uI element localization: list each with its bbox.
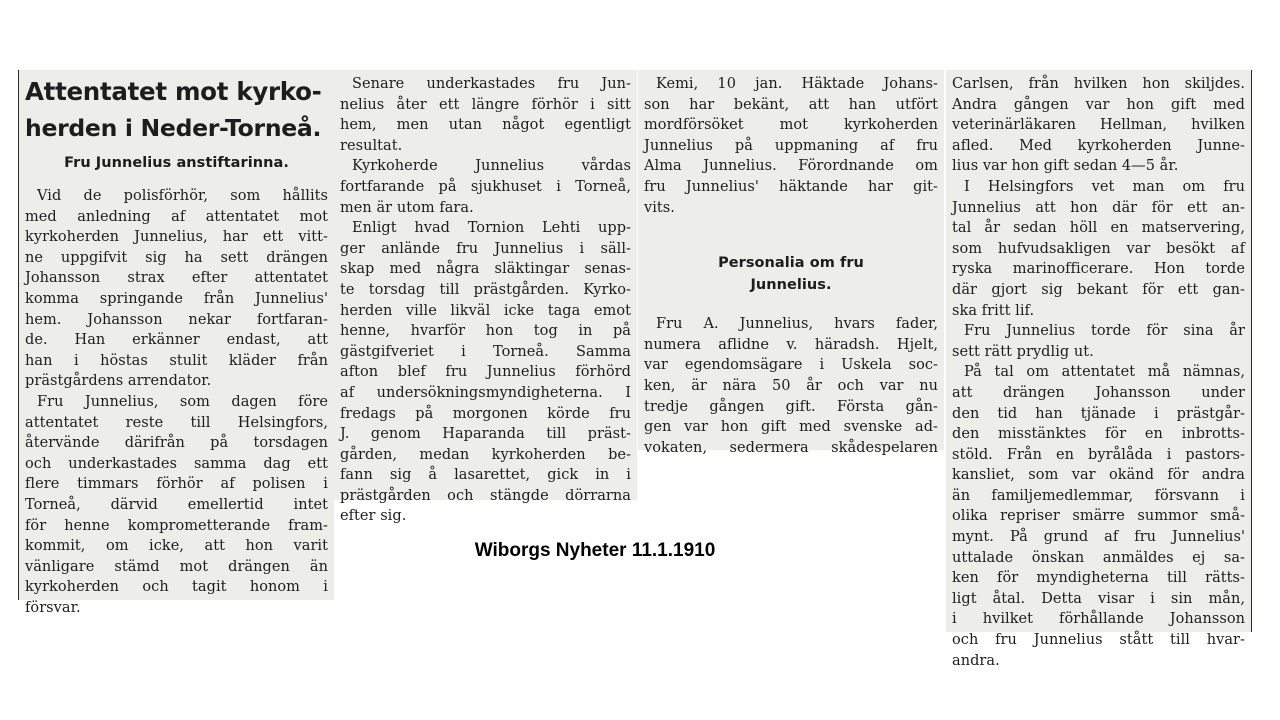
text-line: mordförsöket mot kyrkoherden [644, 117, 938, 134]
text-line: skap med några släktingar senas- [340, 261, 631, 278]
text-line: kansliet, som var okänd för andra [952, 467, 1245, 484]
text-line: kyrkoherden Junnelius, har ett vitt- [25, 229, 328, 246]
text-line: attentatet reste till Helsingfors, [25, 414, 328, 431]
text-line: återvände därifrån på torsdagen [25, 435, 328, 452]
text-line: men är utom fara. [340, 199, 474, 216]
text-line: I Helsingfors vet man om fru [964, 178, 1245, 195]
text-line: vits. [644, 199, 675, 216]
text-line: gästgifveriet i Torneå. Samma [340, 343, 631, 360]
text-line: Senare underkastades fru Jun- [352, 76, 631, 92]
text-line: son har bekänt, att han utfört [644, 96, 938, 113]
text-line: lius var hon gift sedan 4—5 år. [952, 158, 1179, 175]
text-line: Fru Junnelius torde för sina år [964, 323, 1245, 340]
text-line: olika repriser smärre summor små- [952, 508, 1245, 525]
text-line: numera aflidne v. häradsh. Hjelt, [644, 336, 938, 353]
text-line: tal år sedan höll en matservering, [952, 220, 1245, 237]
section-heading-line-2: Junnelius. [750, 277, 832, 294]
text-line: efter sig. [340, 508, 407, 525]
text-line: fru Junnelius' häktande har git- [644, 178, 938, 195]
article-title-line-1: Attentatet mot kyrko- [25, 77, 322, 106]
article-subtitle: Fru Junnelius anstiftarinna. [64, 155, 289, 171]
text-line: Enligt hvad Tornion Lehti upp- [352, 220, 631, 237]
text-line: vokaten, sedermera skådespelaren [644, 439, 938, 456]
text-line: och fru Junnelius stått till hvar- [952, 632, 1245, 649]
text-line: fredags på morgonen körde fru [340, 405, 631, 422]
clipping-column-2 [334, 70, 637, 525]
clipping-column-4 [946, 70, 1252, 669]
clipping-column-3 [638, 70, 944, 456]
text-line: flere timmars förhör af polisen i [25, 476, 328, 493]
text-line: kyrkoherden och tagit honom i [25, 579, 328, 596]
text-line: resultat. [340, 137, 403, 154]
text-line: Torneå, därvid emellertid intet [25, 496, 328, 513]
section-heading-line-1: Personalia om fru [718, 255, 864, 272]
text-line: för henne komprometterande fram- [25, 517, 328, 534]
text-line: ligt åtal. Detta visar i sin mån, [952, 590, 1245, 607]
text-line: gården, medan kyrkoherden be- [340, 446, 631, 463]
text-line: Carlsen, från hvilken hon skiljdes. [952, 76, 1245, 92]
text-line: af undersökningsmyndigheterna. I [340, 384, 631, 401]
text-line: än familjemedlemmar, försvann i [952, 487, 1245, 504]
text-line: stöld. Från en byrålåda i pastors- [952, 446, 1245, 463]
text-line: gen var hon gift med svenske ad- [644, 419, 938, 436]
text-line: Vid de polisförhör, som hållits [37, 188, 328, 204]
text-line: kommit, om icke, att hon varit [25, 538, 328, 555]
text-line: och underkastades samma dag ett [25, 455, 328, 472]
text-line: var egendomsägare i Uskela soc- [644, 357, 938, 374]
text-line: den misstänktes för en inbrotts- [952, 426, 1245, 443]
text-line: prästgårdens arrendator. [25, 373, 212, 390]
text-line: Kemi, 10 jan. Häktade Johans- [656, 76, 938, 92]
article-title-line-2: herden i Neder-Torneå. [25, 114, 322, 142]
text-line: Kyrkoherde Junnelius vårdas [352, 158, 631, 175]
text-line: komma springande från Junnelius' [25, 290, 328, 307]
text-line: Fru A. Junnelius, hvars fader, [656, 316, 938, 333]
source-caption: Wiborgs Nyheter 11.1.1910 [474, 540, 716, 561]
text-line: Junnelius att hon där för ett an- [952, 199, 1245, 216]
spacer [644, 218, 938, 252]
text-line: tredje gången gift. Första gån- [644, 398, 938, 415]
text-line: ryska marinofficerare. Hon torde [952, 261, 1245, 278]
text-line: På tal om attentatet må nämnas, [964, 364, 1245, 381]
text-line: ska fritt lif. [952, 302, 1035, 319]
text-line: afled. Med kyrkoherden Junne- [952, 137, 1245, 154]
text-line: nelius åter ett längre förhör i sitt [340, 96, 631, 113]
text-line: ger anlände fru Junnelius i säll- [340, 240, 631, 257]
text-line: med anledning af attentatet mot [25, 208, 328, 225]
text-line: veterinärläkaren Hellman, hvilken [952, 117, 1245, 134]
text-line: uttalade önskan anmäldes ej sa- [952, 549, 1245, 566]
text-line: Johansson strax efter attentatet [25, 270, 328, 287]
text-line: ken för myndigheterna till rätts- [952, 570, 1245, 587]
text-line: som hufvudsakligen var besökt af [952, 240, 1245, 257]
clipping-column-1 [18, 70, 334, 616]
text-line: prästgården och stängde dörrarna [340, 487, 631, 504]
text-line: där gjort sig bekant för ett gan- [952, 281, 1245, 298]
text-line: ken, är nära 50 år och var nu [644, 377, 938, 394]
text-line: Andra gången var hon gift med [952, 96, 1245, 113]
text-line: herden ville likväl icke taga emot [340, 302, 631, 319]
text-line: te torsdag till prästgården. Kyrko- [340, 281, 631, 298]
text-line: de. Han erkänner endast, att [25, 332, 328, 349]
text-line: hem. Johansson nekar fortfaran- [25, 311, 328, 328]
text-line: att drängen Johansson under [952, 384, 1245, 401]
text-line: Junnelius på uppmaning af fru [644, 137, 938, 154]
text-line: mynt. På grund af fru Junnelius' [952, 529, 1245, 546]
text-line: Alma Junnelius. Förordnande om [644, 158, 938, 175]
text-line: fann sig å lasarettet, gick in i [340, 467, 631, 484]
text-line: J. genom Haparanda till präst- [340, 426, 631, 443]
text-line: afton blef fru Junnelius förhörd [340, 364, 631, 381]
text-line: i hvilket förhållande Johansson [952, 611, 1245, 628]
text-line: hem, men utan något egentligt [340, 117, 631, 134]
text-line: ne uppgifvit sig ha sett drängen [25, 249, 328, 266]
text-line: Fru Junnelius, som dagen före [37, 393, 328, 410]
text-line: fortfarande på sjukhuset i Torneå, [340, 178, 631, 195]
text-line: sett rätt prydlig ut. [952, 343, 1094, 360]
text-line: henne, hvarför hon tog in på [340, 323, 631, 340]
text-line: den tid han tjänade i prästgår- [952, 405, 1245, 422]
text-line: han i höstas stulit kläder från [25, 352, 328, 369]
text-line: försvar. [25, 599, 81, 616]
text-line: andra. [952, 652, 1000, 669]
text-line: vänligare stämd mot drängen än [25, 558, 328, 575]
